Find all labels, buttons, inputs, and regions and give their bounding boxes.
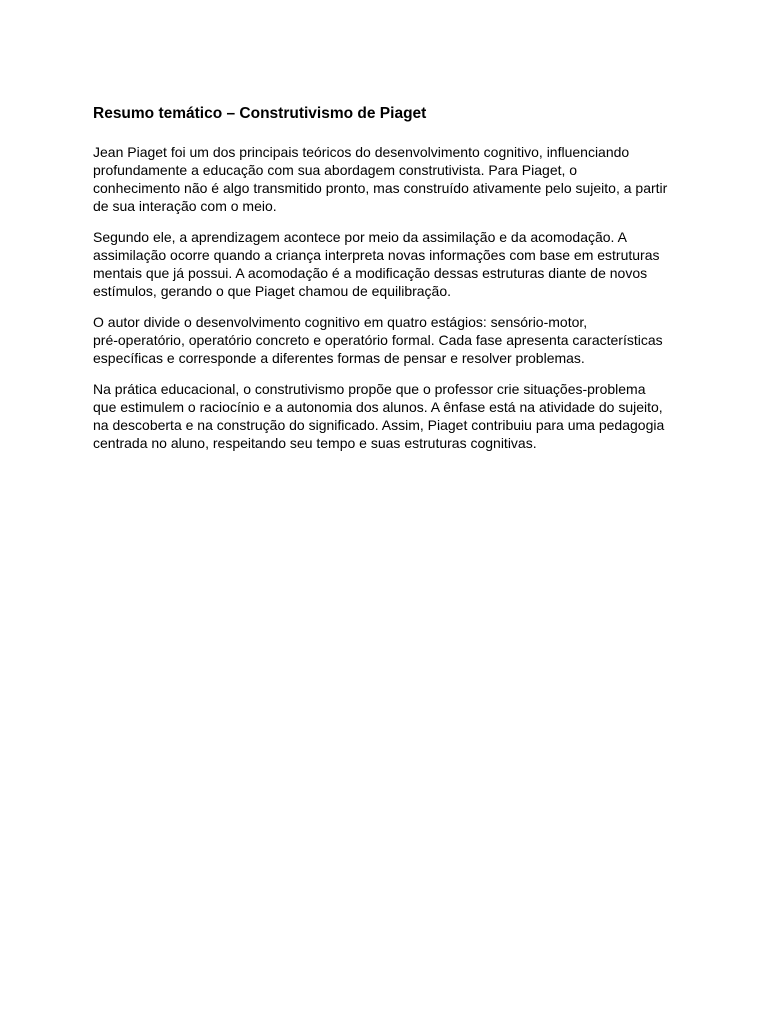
- text-line: específicas e corresponde a diferentes formas de pensar e resolver problemas.: [93, 350, 585, 366]
- paragraph-1: [93, 143, 683, 215]
- text-line: centrada no aluno, respeitando seu tempo e suas estruturas cognitivas.: [93, 435, 537, 451]
- paragraph-4: [93, 380, 683, 452]
- paragraph-3: [93, 313, 683, 367]
- text-line: pré-operatório, operatório concreto e operatório formal. Cada fase apresenta características: [93, 332, 663, 348]
- text-line: mentais que já possui. A acomodação é a modificação dessas estruturas diante de novos: [93, 265, 648, 281]
- text-line: Segundo ele, a aprendizagem acontece por meio da assimilação e da acomodação. A: [93, 229, 627, 245]
- text-line: conhecimento não é algo transmitido pronto, mas construído ativamente pelo sujeito, a partir: [93, 180, 668, 196]
- paragraph-2: [93, 228, 683, 300]
- text-line: profundamente a educação com sua abordagem construtivista. Para Piaget, o: [93, 162, 578, 178]
- document-title: Resumo temático – Construtivismo de Piaget: [93, 105, 427, 122]
- document-page: [93, 104, 683, 465]
- text-line: na descoberta e na construção do significado. Assim, Piaget contribuiu para uma pedagogia: [93, 417, 665, 433]
- text-line: de sua interação com o meio.: [93, 198, 277, 214]
- text-line: Jean Piaget foi um dos principais teóricos do desenvolvimento cognitivo, influenciando: [93, 144, 630, 160]
- text-line: assimilação ocorre quando a criança interpreta novas informações com base em estruturas: [93, 247, 660, 263]
- text-line: que estimulem o raciocínio e a autonomia dos alunos. A ênfase está na atividade do sujeito,: [93, 399, 663, 415]
- text-line: Na prática educacional, o construtivismo propõe que o professor crie situações-problema: [93, 381, 646, 397]
- text-line: O autor divide o desenvolvimento cognitivo em quatro estágios: sensório-motor,: [93, 314, 588, 330]
- text-line: estímulos, gerando o que Piaget chamou de equilibração.: [93, 283, 452, 299]
